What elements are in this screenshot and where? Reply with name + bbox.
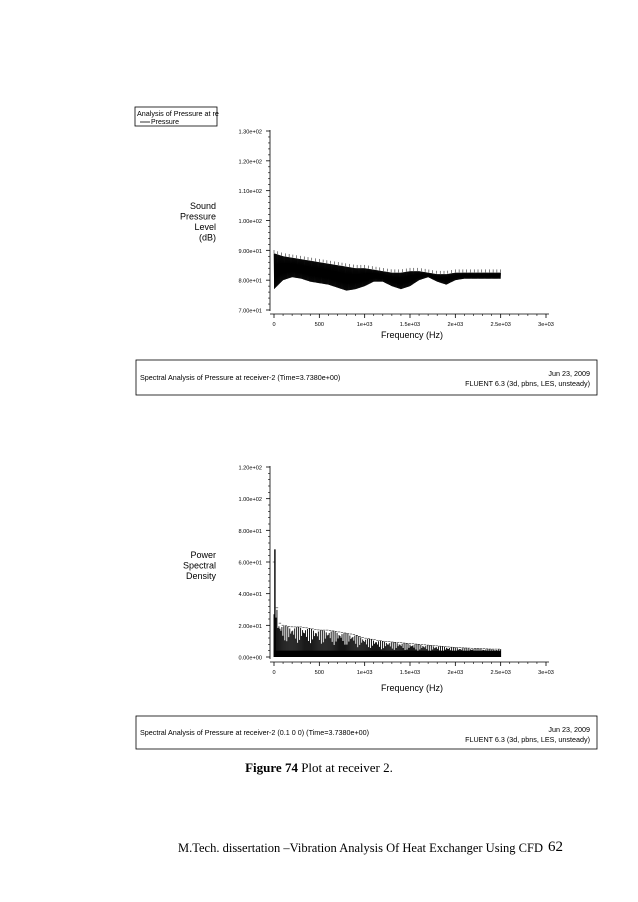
y-tick-label: 1.00e+02 — [238, 219, 262, 225]
y-tick-label: 1.20e+02 — [238, 159, 262, 166]
x-tick-label: 500 — [314, 322, 325, 328]
power-spectral-density-chart — [136, 466, 597, 750]
x-tick-label: 0 — [272, 670, 276, 676]
y-axis-label-line: Sound — [189, 201, 216, 211]
page-footer-text: M.Tech. dissertation –Vibration Analysis Of Heat Exchanger Using CFD — [178, 841, 543, 855]
x-tick-label: 2.5e+03 — [490, 670, 511, 676]
y-tick-label: 7.00e+01 — [238, 308, 262, 315]
legend-entry: Pressure — [151, 119, 180, 126]
y-axis-label-line: Power — [190, 550, 216, 560]
footer-left-text: Spectral Analysis of Pressure at receiver-2 (Time=3.7380e+00) — [140, 373, 341, 382]
figure-caption — [0, 760, 638, 776]
y-tick-label: 8.00e+01 — [238, 528, 262, 535]
page-number: 62 — [548, 839, 563, 855]
sound-pressure-chart — [135, 107, 597, 395]
x-tick-label: 500 — [314, 670, 325, 676]
legend-title: Analysis of Pressure at re — [137, 109, 219, 118]
y-axis-label-line: Level — [194, 222, 216, 232]
y-axis-label-line: Spectral — [182, 560, 216, 571]
y-tick-label: 8.00e+01 — [238, 278, 262, 285]
x-tick-label: 3e+03 — [538, 322, 554, 328]
footer-date: Jun 23, 2009 — [548, 725, 590, 734]
y-tick-label: 1.30e+02 — [238, 129, 262, 136]
y-tick-label: 2.00e+01 — [238, 623, 262, 630]
y-tick-label: 1.10e+02 — [238, 189, 262, 196]
psd-base-band — [274, 651, 501, 657]
x-tick-label: 1.5e+03 — [399, 322, 421, 328]
x-tick-label: 1.5e+03 — [399, 670, 421, 676]
footer-solver: FLUENT 6.3 (3d, pbns, LES, unsteady) — [465, 735, 590, 744]
y-tick-label: 1.20e+02 — [238, 465, 262, 472]
x-tick-label: 1e+03 — [356, 322, 373, 328]
y-axis-label-line: (dB) — [198, 232, 216, 243]
figure-label: Figure 74 — [245, 760, 298, 775]
y-tick-label: 4.00e+01 — [238, 592, 262, 599]
x-tick-label: 2.5e+03 — [490, 322, 511, 328]
x-tick-label: 0 — [272, 322, 276, 328]
x-tick-label: 3e+03 — [538, 670, 554, 676]
figure-caption-text: Plot at receiver 2. — [297, 760, 393, 775]
y-tick-label: 9.00e+01 — [238, 248, 262, 255]
x-axis-label: Frequency (Hz) — [380, 330, 444, 340]
x-tick-label: 1e+03 — [356, 670, 373, 676]
y-tick-label: 0.00e+00 — [238, 655, 262, 662]
y-tick-label: 6.00e+01 — [238, 560, 262, 567]
y-tick-label: 1.00e+02 — [238, 497, 262, 504]
footer-date: Jun 23, 2009 — [548, 369, 590, 378]
x-axis-label: Frequency (Hz) — [380, 683, 444, 693]
y-axis-label-line: Pressure — [179, 211, 216, 222]
x-tick-label: 2e+03 — [447, 670, 464, 676]
x-tick-label: 2e+03 — [447, 322, 464, 328]
footer-solver: FLUENT 6.3 (3d, pbns, LES, unsteady) — [465, 379, 590, 388]
footer-left-text: Spectral Analysis of Pressure at receiver-2 (0.1 0 0) (Time=3.7380e+00) — [140, 728, 370, 737]
y-axis-label-line: Density — [185, 571, 216, 581]
